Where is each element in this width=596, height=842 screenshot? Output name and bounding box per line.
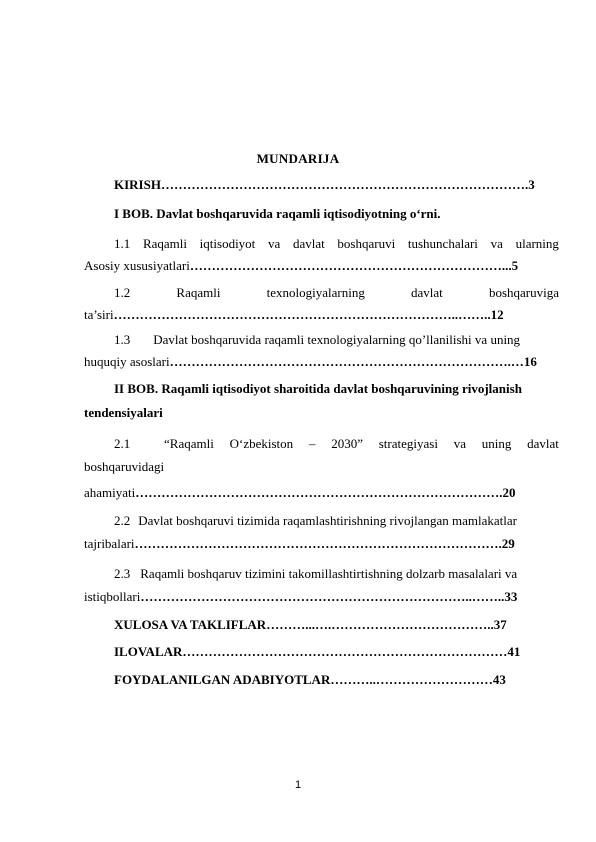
word: O‘zbekiston bbox=[229, 436, 294, 451]
leader-dots: …………………………………………………………………………. bbox=[160, 177, 529, 192]
toc-entry-2-2[interactable] bbox=[114, 513, 517, 529]
word: uning bbox=[481, 436, 512, 451]
entry-label: ta’siri bbox=[84, 307, 114, 322]
word: 2030” bbox=[331, 436, 363, 451]
page-ref: 16 bbox=[523, 354, 537, 369]
page-ref: 20 bbox=[502, 485, 516, 500]
entry-label: huquqiy asoslari bbox=[84, 354, 170, 369]
entry-label: Raqamli boshqaruv tizimini takomillashtirtishning dolzarb masalalari va bbox=[140, 566, 518, 581]
word: davlat bbox=[527, 436, 559, 451]
word: boshqaruvi bbox=[337, 236, 396, 251]
word: texnologiyalarning bbox=[266, 285, 365, 300]
entry-label: istiqbollari bbox=[84, 589, 141, 604]
word: “Raqamli bbox=[164, 436, 214, 451]
word: va bbox=[490, 236, 503, 251]
toc-entry-2-1-line2: boshqaruvidagi bbox=[84, 459, 165, 474]
word: strategiyasi bbox=[378, 436, 438, 451]
toc-entry-2-2-cont[interactable] bbox=[84, 536, 515, 552]
word: davlat bbox=[411, 285, 443, 300]
word: boshqaruviga bbox=[488, 285, 559, 300]
toc-entry-2-1-cont[interactable] bbox=[84, 485, 516, 501]
toc-entry-ilovalar[interactable] bbox=[114, 644, 520, 660]
toc-entry-1-2-cont[interactable] bbox=[84, 307, 504, 323]
toc-entry-2-3-cont[interactable] bbox=[84, 589, 517, 605]
section-number: 2.2 bbox=[114, 513, 131, 528]
leader-dots: ………...….………………………………. bbox=[266, 617, 491, 632]
page-ref: 41 bbox=[507, 644, 521, 659]
word: va bbox=[267, 236, 281, 251]
section-number: 2.1 bbox=[114, 436, 131, 451]
toc-entry-1-3[interactable] bbox=[114, 332, 520, 348]
page-ref: ..5 bbox=[505, 258, 519, 273]
page-ref: 29 bbox=[501, 536, 515, 551]
page-ref: 43 bbox=[492, 672, 506, 687]
page-ref: 3 bbox=[528, 177, 535, 192]
entry-label: Davlat boshqaruvi tizimida raqamlashtirishning rivojlangan mamlakatlar bbox=[138, 513, 517, 528]
leader-dots: …………………………………………………………………………. bbox=[134, 536, 502, 551]
page-ref: ..12 bbox=[484, 307, 504, 322]
leader-dots: …………………………………………………………………….… bbox=[169, 354, 524, 369]
page-number: 1 bbox=[294, 779, 302, 791]
entry-label: ahamiyati bbox=[84, 485, 136, 500]
entry-label: KIRISH bbox=[114, 177, 161, 192]
page-ref: 33 bbox=[504, 589, 518, 604]
entry-label: Asosiy xususiyatlari bbox=[84, 258, 190, 273]
toc-entry-2-1[interactable] bbox=[114, 436, 559, 452]
word: iqtisodiyot bbox=[199, 236, 256, 251]
section-number: 1.2 bbox=[114, 285, 131, 300]
word: va bbox=[453, 436, 466, 451]
page-ref: .37 bbox=[490, 617, 507, 632]
leader-dots: …………………………………………………………………………. bbox=[135, 485, 503, 500]
entry-label: ILOVALAR bbox=[114, 644, 183, 659]
toc-title: MUNDARIJA bbox=[256, 151, 340, 166]
word: tushunchalari bbox=[407, 236, 478, 251]
toc-entry-xulosa[interactable] bbox=[114, 617, 507, 633]
word: davlat bbox=[292, 236, 325, 251]
leader-dots: …………………………………………………………………..…….. bbox=[140, 589, 505, 604]
section-number: 1.1 bbox=[114, 236, 131, 251]
word: Raqamli bbox=[142, 236, 187, 251]
chapter-2-heading-cont: tendensiyalari bbox=[84, 405, 163, 420]
section-number: 1.3 bbox=[114, 332, 131, 347]
leader-dots: ………………………………………………………………. bbox=[189, 258, 506, 273]
leader-dots: ………………………………………………………………… bbox=[182, 644, 508, 659]
chapter-1-heading[interactable]: I BOB. Davlat boshqaruvida raqamli iqtisodiyotning o‘rni. bbox=[114, 206, 441, 221]
toc-entry-1-2[interactable] bbox=[114, 285, 559, 301]
word: Raqamli bbox=[176, 285, 221, 300]
entry-label: FOYDALANILGAN ADABIYOTLAR bbox=[114, 672, 331, 687]
toc-entry-1-1[interactable] bbox=[114, 236, 559, 252]
section-number: 2.3 bbox=[114, 566, 131, 581]
entry-label: XULOSA VA TAKLIFLAR bbox=[114, 617, 267, 632]
word: – bbox=[308, 436, 316, 451]
toc-entry-1-3-cont[interactable] bbox=[84, 354, 537, 370]
word: ularning bbox=[515, 236, 559, 251]
toc-entry-adabiyotlar[interactable] bbox=[114, 672, 506, 688]
entry-label: tajribalari bbox=[84, 536, 135, 551]
chapter-2-heading[interactable]: II BOB. Raqamli iqtisodiyot sharoitida davlat boshqaruvining rivojlanish bbox=[114, 381, 522, 396]
leader-dots: ……………………………………………………………………..…… bbox=[113, 307, 485, 322]
toc-entry-2-3[interactable] bbox=[114, 566, 517, 582]
leader-dots: ………..……………………… bbox=[330, 672, 493, 687]
toc-entry-1-1-cont[interactable] bbox=[84, 258, 518, 274]
toc-entry-kirish[interactable] bbox=[114, 177, 535, 193]
entry-label: Davlat boshqaruvida raqamli texnologiyalarning qo’llanilishi va uning bbox=[153, 332, 521, 347]
